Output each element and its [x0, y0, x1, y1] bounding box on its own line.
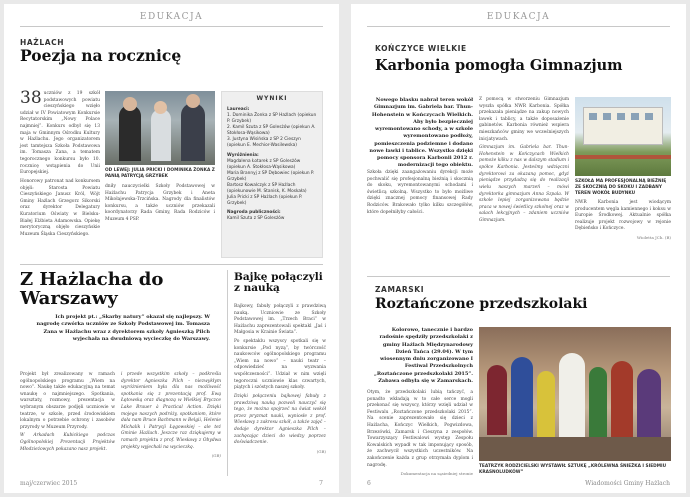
article-lead: Nowego blasku nabrał teren wokół Gimnazjum im. Gabriela bar. Thun-Hohenstein w Kończycach Wielkich. Aby było bezpieczniej wyremontowano schody, a w szkole wyremontowano podłoży, pomieszczenia podziemne i dodano nowe ławki i tablice. Wszystko dzięki pomocy sponsora Karbonii 2012 r. modernizacji tego obiektu. [369, 97, 473, 169]
paragraph: Projekt był zrealizowany w ramach ogólnopolskiego programu „Wiem na nowo”. Naukę także edukacyjną na temat wnaukę o najmniejszego. Spotkania, warsztaty, rozmowy, prezentacja w wybranym obszarze podjęli uczniowie w teatrze, w szkole, przed środowiskiem lokalnym o potrzebie ochrony i zasobów przyrody w Muzeum Przyrody. [20, 372, 115, 430]
article-title: Roztańczone przedszkolaki [375, 296, 588, 312]
results-item: 3. Justyna Wisińska z SP 2 Cieszyn (opiekun E. Mechior-Wasilewska) [227, 137, 301, 149]
article-title: Karbonia pomogła Gimnazjum [375, 57, 623, 74]
column-divider [227, 270, 228, 476]
results-item: Kamil Szuta z SP Golesżów [227, 215, 285, 221]
page-number: 7 [319, 480, 323, 487]
paragraph: NWR Karbonia jest wiodącym producentem węgla kamiennego i koksu w Europie Środkowej. Aktualnie spółka realizuje projekt rozwojowy w rejonie Dębieńsko i Kończyce. [575, 200, 671, 232]
article-title: Bajkę połączyli z nauką [234, 271, 323, 295]
results-box [221, 91, 323, 258]
paragraph: i przede wszystkim szkoły – podkreśla dyrektor Agnieszka Pilch – niezwykłym wyróżnieniem była dla nas możliwość spotkania się z prezentacją prof. Ewą Łętowską oraz diagnozą w Wielkiej Bryczce Lake Brauer à Practical Action. Dzięki mojego naszych podróży, spotkaniom, które dała nam Bruce Bachmann w Belgii, Helenie Michalik i Patrycji Łęgowskiej – ale też Gminie Hażlach. Jeszcze raz dziękujemy w ramach projektu z prof. Wiesławy z Obydwa projekty wyjechali na wycieczkę. [121, 372, 221, 450]
article-kicker: ZAMARSKI [375, 285, 425, 294]
paragraph: Dzięki połączeniu bajkowej fabuły z prawdziwą nauką pozwoli nauczyć się tego, że można spojrzeć na świat wokół przez pryzmat nauki, wyniosłe z prof. Wiesławy z zakresu szkół, a także zajęć – dodaje dyrektor Agnieszka Pilch – zachęcając dzieci do wiedzy poprzez doświadczenie. [234, 393, 326, 446]
paragraph: Z pomocą w stworzeniu Gimnazjum wyszła spółka NWR Karbonia. Spółka przekazała pieniądze na zakup nowych ławek i tablicy, a także doposażenie gabinetów. Karbonia również wspiera mieszkańców gminy we wcześniejszych inicjatywach. [479, 97, 569, 142]
article-body-col2 [479, 97, 569, 270]
results-item: Maria Brannyj z SP Dębowiec (opiekun P. Grzybek) [227, 170, 315, 182]
article-body-col1 [20, 88, 100, 258]
article-title: Poezja na rocznicę [20, 46, 182, 65]
article-rule [20, 264, 323, 265]
article-rule [367, 276, 670, 277]
article-kicker: HAŻLACH [20, 38, 65, 47]
paragraph: Szkoła dzięki zaangażowaniu dyrekcji może pochwalić się profesjonalną bieżnią i skocznią do skoku, wyremontowanymi schodami i świetlicą szkolną. Wszystko to było możliwe dzięki znacznej pomocy finansowej Rady Rodziców. Brakowało tylko kilku szczegółów, które dopełniłyby całości. [367, 170, 473, 215]
article-lead: Kolorowo, tanecznie i bardzo radośnie spędziły przedszkolaki z gminy Hażlach Międzynarodowy Dzień Tańca (29.04). W tym wiosennym dniu zorganizowano I Festiwal Przedszkolnych „Roztańczone przedszkolaki 2015”. Zabawa odbyła się w Zamarskach. [373, 327, 473, 384]
article-body [234, 304, 326, 476]
paragraph: Honorowy patronat nad konkursem objęli: Starosta Powiatu Cieszyńskiego Janusz Król, Wójt Gminy Hażlach Grzegorz Sikorski oraz dyrektor Delegatury Kuratorium Oświaty w Bielsku-Białej Elżbieta Adamowska. Opiekę merytoryczną objęło cieszyńskie Muzeum Śląska Cieszyńskiego. [20, 178, 100, 237]
signature: Wioletta JCh. (B) [636, 235, 671, 241]
article-title: Z Hażlacha do Warszawy [20, 269, 164, 310]
poetry-photo [105, 91, 215, 165]
paragraph: Bajkowy, fabuły połączyli z prawdziwą nauką. Uczniowie ze Szkoły Podstawowej im. „Trzech Braci” w Hażlachu zaprezentowali spektakl „Jaś i Małgosia w Krainie Świata”. [234, 304, 326, 336]
section-rule [367, 26, 670, 27]
results-item: 2. Kamil Szuta z SP Golesżów (opiekun A. Stokłosa-Wąsikowa) [227, 125, 316, 137]
results-item: 1. Dominika Żonka z SP Hażlach (opiekun P. Grzybek) [227, 113, 317, 125]
paragraph: uczniów z 19 szkół podstawowych powiatu cieszyńskiego wzięło udział w IV Powiatowym Konkursie Recytatorskim „Nowy Polace najmniej”. Konkurs odbył się 13 maja w Gminnym Ośrodku Kultury w Hażlachu. Jego organizatorem jest tamtejsza Szkoła Podstawowa im. Tomasza Zana, a tematem tegorocznego konkursu było 10. rocznicę wstąpienia do Unii Europejskiej. [20, 91, 100, 176]
article-body-col1 [20, 372, 115, 476]
results-title: WYNIKI [256, 95, 288, 102]
signature: (GB) [211, 453, 221, 459]
footer-publication: Wiadomości Gminy Hażlach [585, 480, 670, 487]
photo-caption: TEATRZYK RODZICIELSKI WYSTAWIŁ SZTUKĘ „KRÓLEWNA ŚNIEŻKA I SIEDMIU KRASNOLUDKÓW” [479, 464, 667, 475]
results-item: Magdalena Łotarek z SP Golesżów (opiekun A. Stokłosa-Wąsikowa) [227, 158, 301, 170]
school-photo [575, 97, 671, 176]
section-title: EDUKACJA [486, 12, 551, 22]
article-kicker: KOŃCZYCE WIELKIE [375, 44, 467, 53]
right-page [351, 4, 686, 493]
photo-caption: OD LEWEJ: JULIA PRICKI I DOMINIKA ŻONKA Z PANIĄ PATRYCJĄ GRZYBEK [105, 168, 215, 179]
paragraph: Otym, że przedszkolaki lubią tańczyć, a ponadto wkładają w to całe serce mogli przekonać się wszyscy, którzy wzięli udział w Festiwalu „Roztańczone przedszkolaki 2015”. Na scenie zaprezentowało się dzieci z Hażlacha, Kończyc Wielkich, Pogwizdowa, Brzezówki, Zamarsk i Cieszyna z zespołów. Towarzyszący Festiwalowi występ Zespołu Kowalskich wypadł w tak imponujący sposób, że zachwycił wszystkich uczestników. Na zakończenie każda z grup otrzymała dyplom i nagrodę. [367, 390, 473, 468]
results-subtitle: Wyróżnienia: [227, 152, 259, 158]
paragraph: W Arkadach Kubickiego podczas Ogólnopolskiej Prezentacji Projektów Młodzieżowych pokazano nasz projekt. [20, 433, 115, 452]
paragraph: Po spektaklu wszyscy spotkali się w konkursie „Pod nyzą”, by twórczość naukowców ogólnopolskiego programu „Wiem na nowo” – nauki teatr – odpowiedzieć na wyzwania współczesności”. Udział w nim wzięli tegoroczni uczniowie klas czwartych, piątych i szóstych naszej szkoły. [234, 339, 326, 391]
article-body [367, 390, 473, 478]
article-body-col3 [575, 200, 671, 262]
signature: Dokumentacja na sąsiedniej stronie [400, 471, 473, 477]
kindergarten-photo [479, 327, 671, 461]
results-subtitle: Nagroda publiczności: [227, 209, 281, 215]
article-lead: Ich projekt pt.: „Skarby natury” okazał się najlepszy. W nagrodę czwórka uczniów ze Szkoły Podstawowej im. Tomasza Zana w Hażlachu wraz z dyrektorem szkoły Agnieszką Pilch wyjechała na dwudniową wycieczkę do Warszawy. [36, 314, 210, 342]
drop-number: 38 [20, 88, 42, 108]
results-item: Bartosz Kowalczyk z SP Hażlach (opiekunowie M. Stanisk, K. Moskała) [227, 182, 307, 194]
paragraph: dniły nauczycielki Szkoły Podstawowej w Hażlachu Patrycja Grzybek i Aneta Mikołajewska-Trzcińska. Nagrody dla finalistów konkursu, a także uczniów przekazali koordynatorzy Rada Gminy, Rada Rodziców i Muzeum 4 PSP. [105, 184, 215, 223]
footer-date: maj/czerwiec 2015 [20, 480, 78, 487]
results-subtitle: Laureaci: [227, 107, 250, 113]
paragraph: Gimnazjum im. Gabriela bar. Thun-Hohenstein w Kończycach Wielkich pomoże kilku z nas w dalszym stadium i spółce Karbonia. Jesteśmy wdzięczni dyrektorowi za okazaną pomoc, gdyż pieniądze przydadzą się do realizacji wielu naszych marzeń – mówi dyrektorka gimnazjum Anna Szpala. W szkole lepiej zorganizowana będzie praca w nowej świetlicy szkolnej oraz w salach lekcyjnych – zdaniem uczniów Gimnazjum. [479, 145, 569, 223]
section-title: EDUKACJA [139, 12, 204, 22]
photo-caption: SZKOŁA MA PROFESJONALNĄ BIEŻNIĘ ZE SKOCZNIĄ DO SKOKU I ZADBANY TEREN WOKÓŁ BUDYNKU [575, 179, 667, 196]
section-rule [20, 26, 323, 27]
left-page [4, 4, 339, 493]
article-body-col1 [367, 170, 473, 270]
article-body-col2 [105, 184, 215, 258]
page-number: 6 [367, 480, 371, 487]
article-body-col2 [121, 372, 221, 476]
results-item: Julia Pricki z SP Hażlach (opiekun P. Grzybek) [227, 194, 303, 206]
signature: (GB) [316, 448, 326, 454]
